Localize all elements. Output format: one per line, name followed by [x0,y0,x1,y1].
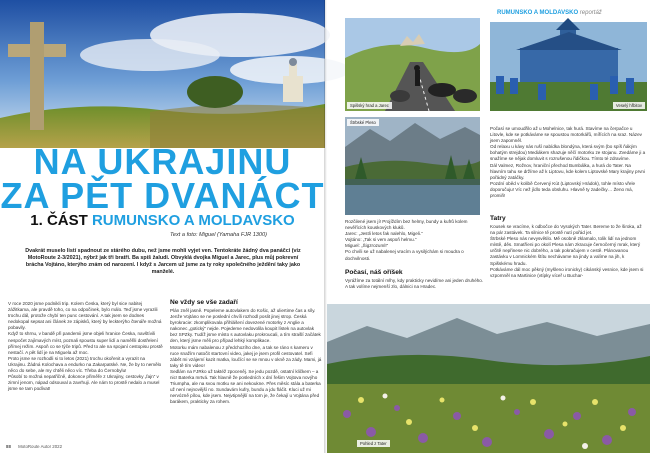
right-column-1: Rozčilené jsem jí! Projíždím bez helmy, bundy a kufrů kolem nevěřících kouskových kluků. Jarec: „Jestli letos fak nalehlo, Migeli.“ Vojtáno: „Tak si vem aspoň helmu.“ Miguel: „Šigzrozuml!“ Po chvíli se už nabalenej vracím a vysilýchám si moudra o dochvilnosti. [345,219,468,261]
left-column-2: Plán zněl jasně. Popeleme autovlakem do Košic, až uliertime čas a síly. Jenže Vojtáno se ne poslední chvíli rozhodl poslit jinej strop. Česká byrokracie: zkomplikovala přihlášení dovezené motorky z Anglie a nakonec „gotický“ nejde. Pojedeme nedovolila koupit lístek na autovlak bez SPZky. Tudíž jsme místo s autovlaku prokroucali, a tím strašlí začátek den, který jsme měli pro případ lehký komplikace. Motorku mám nabalenou z předchozího dne, a tak se ráno s kameru v ruce snažím natočit startovní video, jakej je jsem profil cestovatel. Sefi zábět mi vzájemí kazit matka, loučící se se mnou v okně za zády. Mami, já taky tě tím video! Sedlám na FJRko už taktéž zpoceněj. Se jedu pozdě, ostatní kličkem – a nic! Baterka mrtvá. Tak hlavně že posledních x dní řešim Vojtova novýho Triumpha, ale na svou motku se ani nekoukne. Přes měsíc stála a baterka už není nejnovější no. Sundavám kufry, bundu a jdu fláčit. Kluci už mi nervózně pílou, kde jsem. Nejvtipnější na tom je, že čekají u Vojtána před barákem, prakticky za rohem. [170,308,322,405]
subtitle-countries: RUMUNSKO A MOLDAVSKO [91,212,295,229]
title-line-1: NA UKRAJINU [33,141,292,182]
left-column-2-heading: Ne vždy se vše zadaří [170,299,238,306]
photo-church [490,22,647,111]
left-column-1: V roce 2020 jsme podnikli trip. Kolem Česka, který byl sice nabitej zážitkama, ale pravdě toho, co na odpočinek, bylo málo. Teď jsme vyrazili trochu dál, protože chybí ten punc cestování. A tak jsem se dodnes nedokopal sepsat ani článek ze zápisků, který by leckterýho čtenáře možná pobavily. Když to shrnu, v bandě při pandemii jsme objeli hranice Česka, navštívili nespočet zajímavých míst, poznali spoustu super lidí a naměřili dostřelení přímej režim. Aspoň co se týče tripů. Před to ale na spojaní cestopisu prostě nestačí. A pět lidí je na Miguela až moc. Proto jsme se rozhodli si to letos (2021) trochu okořenit a vyrazit na Ukrajinu. Žádná Kolochava a endurko na Zakarpatské. Ne, že by to nemělo něco do sebe, ale my chtěli něco víc. Třeba do Černobylu! Působí to možná nepatřičně, dokonce přiměře z Ukrajiny, cestovky „fajn“ v zimní jenom, nápad odsouval a zavrhuji. Ale nám to prostě nedalo a musel jsme se tam podívat! [8,301,163,392]
footer-magazine: MotoRoute Autor 2022 [18,444,63,449]
article-title [0,141,325,216]
section-label-suffix: reportáž [579,10,602,16]
section-label-text: RUMUNSKO A MOLDAVSKO [497,10,579,16]
photo-castle [345,18,480,111]
article-credits: Text a foto: Miguel (Yamaha FJR 1300) [170,232,268,238]
caption-tatry: Pohled z Tater [357,440,390,447]
article-subtitle [0,212,325,229]
hero-photo [0,0,325,148]
page-footer-left [6,444,206,449]
right-column-1-heading: Počasí, náš oříšek [345,269,403,276]
section-label [497,10,647,16]
right-column-2-heading: Tatry [490,215,506,222]
caption-pleso: Štrbské Pleso [347,119,379,126]
right-column-2-b: Kousek se vracíme, k odbočce do Vysokých Tater. Bereme to že široka, až na pár zastávek. Ta silnice tě prostě nutí pořád jet. Štrbské Pleso nás nevysvětilo. Mě osobně zklamalo, tolik lidí na jednom místě, děs. Smatříeni po okolí Plesa nám zkracuje černočerný mrak, který určitě nepřinese nic dobrého, a tak pokračujem v cestě. Plánovanou zastávku v Lomnickém štítu nechávame na jindy a valíme na jih, k Spišskému hradu. Potkáváme dál moc pěkný (myšleno ironicky) cikánský vesnice, kde jsem si vzpomněl na Martinice (vtípky víceř u Buchar- [490,224,644,278]
title-line-2: ZA PĚT DVANÁCT [0,175,325,216]
article-lead: Dvakrát muselo listí spadnout ze stárého dubu, než jsme mohli vyjet ven. Tentokráte žádný dva panáčci (viz MotoRoute 2-3/2021), nýbrž jak tři bratři. Ba spíš žaludi. Obvyklá dvojka Miguel a Jarec, plus můj pokrevní brácha Vojtáno, kterýho znám od narození. I když s Jarcem už jsme za ty roky společného ježdění taky jako manželé. [25,248,301,276]
right-column-1-b: Vyrážíme za totální mlhy, kdy prakticky nevidíme ani jeden druhého. A tak volíme nejmenší zlo, dálnici na Hradec. [345,278,485,290]
subtitle-part: 1. ČÁST [30,212,88,229]
photo-pleso [345,117,480,215]
caption-castle: Spišský hrad a Jarec [347,102,392,109]
right-column-2: Počasí se umoudřilo až u Mohelnice, tak hurá. Stavíme na čerpačce u Litovle, kde se potkáváme se spoustou motorkářů, mířících na sraz. Název jsem zapomněl. Od relaxu u kávy nás ruší nabídka blondýna, která svým (bo spíš ňákým bohatým strejdou) Mediákem shazuje něčí motorku ze stojanu. Zvedáme ji a snažíme se nějak domluvit s rozrušenou řidičkou. Tímto té zdravíme. Dál Valmez, Rožnov, hraniční přechod Bumbálka, a hurá do Tater. Na hlavním tahu se držíme až k Liptovu, kde kolem Liptovské Mary krajiny prvni pořádný zatáčky. Pozdní oběd v kolibě Červený Kút (Liptovský Hrádok), tohle místo vřele doporučuju! Víc než jídlo teda obsluhu. Hlavně ty zadečky… Ženo má, promiň! [490,126,646,199]
page-number: 88 [6,444,11,449]
caption-church: Veselý hřbitov [613,102,645,109]
photo-tatry [327,304,650,453]
